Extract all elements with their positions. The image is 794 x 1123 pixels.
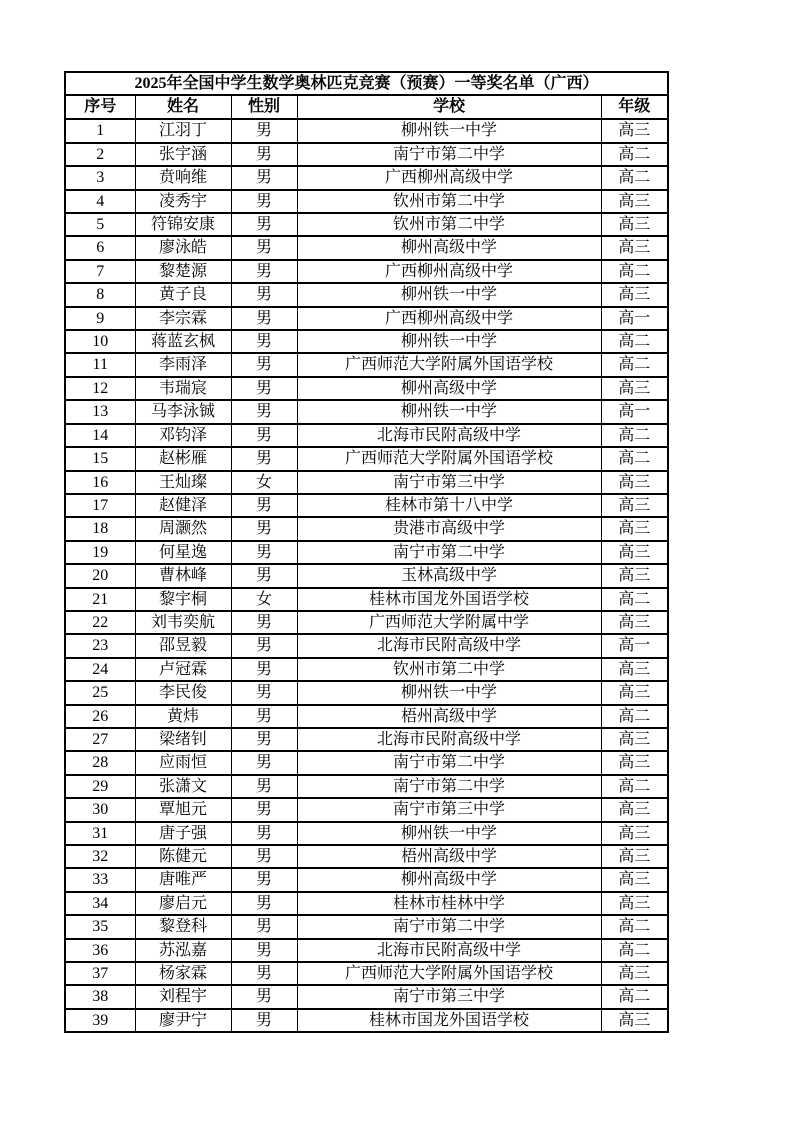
school-cell: 北海市民附高级中学 <box>297 424 601 447</box>
name-cell: 覃旭元 <box>135 798 231 821</box>
table-row <box>65 213 668 236</box>
no-cell: 12 <box>65 377 135 400</box>
school-cell: 桂林市国龙外国语学校 <box>297 1009 601 1032</box>
no-cell: 24 <box>65 658 135 681</box>
name-cell: 张宇涵 <box>135 143 231 166</box>
no-cell: 26 <box>65 705 135 728</box>
table-row <box>65 447 668 470</box>
table-row <box>65 705 668 728</box>
name-cell: 韦瑞宸 <box>135 377 231 400</box>
title-row <box>65 72 668 95</box>
gender-cell: 男 <box>231 353 297 376</box>
table-row <box>65 1009 668 1032</box>
no-cell: 7 <box>65 260 135 283</box>
name-cell: 廖启元 <box>135 892 231 915</box>
school-cell: 北海市民附高级中学 <box>297 939 601 962</box>
school-cell: 桂林市国龙外国语学校 <box>297 588 601 611</box>
name-cell: 符锦安康 <box>135 213 231 236</box>
name-cell: 江羽丁 <box>135 119 231 142</box>
no-cell: 16 <box>65 471 135 494</box>
no-cell: 21 <box>65 588 135 611</box>
no-cell: 34 <box>65 892 135 915</box>
table-row <box>65 634 668 657</box>
no-cell: 30 <box>65 798 135 821</box>
gender-cell: 女 <box>231 471 297 494</box>
grade-cell: 高三 <box>601 494 668 517</box>
table-row <box>65 564 668 587</box>
no-cell: 1 <box>65 119 135 142</box>
name-cell: 黄炜 <box>135 705 231 728</box>
school-cell: 钦州市第二中学 <box>297 190 601 213</box>
gender-cell: 男 <box>231 517 297 540</box>
gender-cell: 男 <box>231 213 297 236</box>
gender-cell: 男 <box>231 658 297 681</box>
name-cell: 邵昱毅 <box>135 634 231 657</box>
school-cell: 柳州高级中学 <box>297 236 601 259</box>
grade-cell: 高三 <box>601 1009 668 1032</box>
school-cell: 钦州市第二中学 <box>297 658 601 681</box>
school-cell: 南宁市第二中学 <box>297 751 601 774</box>
no-cell: 18 <box>65 517 135 540</box>
name-cell: 苏泓嘉 <box>135 939 231 962</box>
header-grade: 年级 <box>601 95 668 119</box>
table-title: 2025年全国中学生数学奥林匹克竞赛（预赛）一等奖名单（广西） <box>65 72 668 95</box>
name-cell: 唐唯严 <box>135 868 231 891</box>
no-cell: 13 <box>65 400 135 423</box>
gender-cell: 男 <box>231 751 297 774</box>
grade-cell: 高三 <box>601 892 668 915</box>
grade-cell: 高三 <box>601 471 668 494</box>
grade-cell: 高三 <box>601 377 668 400</box>
gender-cell: 男 <box>231 868 297 891</box>
table-row <box>65 588 668 611</box>
name-cell: 李民俊 <box>135 681 231 704</box>
grade-cell: 高三 <box>601 681 668 704</box>
school-cell: 柳州铁一中学 <box>297 822 601 845</box>
name-cell: 马李泳铖 <box>135 400 231 423</box>
school-cell: 桂林市第十八中学 <box>297 494 601 517</box>
gender-cell: 男 <box>231 892 297 915</box>
table-row <box>65 283 668 306</box>
school-cell: 柳州铁一中学 <box>297 681 601 704</box>
no-cell: 23 <box>65 634 135 657</box>
table-row <box>65 611 668 634</box>
gender-cell: 男 <box>231 939 297 962</box>
name-cell: 蒋蓝玄枫 <box>135 330 231 353</box>
gender-cell: 男 <box>231 283 297 306</box>
no-cell: 37 <box>65 962 135 985</box>
no-cell: 15 <box>65 447 135 470</box>
grade-cell: 高二 <box>601 330 668 353</box>
school-cell: 玉林高级中学 <box>297 564 601 587</box>
table-row <box>65 775 668 798</box>
name-cell: 李宗霖 <box>135 307 231 330</box>
header-gender: 性别 <box>231 95 297 119</box>
gender-cell: 男 <box>231 447 297 470</box>
no-cell: 9 <box>65 307 135 330</box>
school-cell: 南宁市第三中学 <box>297 798 601 821</box>
school-cell: 柳州铁一中学 <box>297 119 601 142</box>
table-row <box>65 307 668 330</box>
name-cell: 赵彬雁 <box>135 447 231 470</box>
header-name: 姓名 <box>135 95 231 119</box>
name-cell: 应雨恒 <box>135 751 231 774</box>
no-cell: 28 <box>65 751 135 774</box>
school-cell: 柳州铁一中学 <box>297 330 601 353</box>
name-cell: 廖尹宁 <box>135 1009 231 1032</box>
table-row <box>65 798 668 821</box>
table-row <box>65 939 668 962</box>
name-cell: 赵健泽 <box>135 494 231 517</box>
name-cell: 刘韦奕航 <box>135 611 231 634</box>
table-row <box>65 377 668 400</box>
gender-cell: 男 <box>231 775 297 798</box>
table-row <box>65 892 668 915</box>
school-cell: 广西师范大学附属外国语学校 <box>297 447 601 470</box>
grade-cell: 高二 <box>601 447 668 470</box>
grade-cell: 高三 <box>601 868 668 891</box>
grade-cell: 高三 <box>601 517 668 540</box>
school-cell: 南宁市第三中学 <box>297 985 601 1008</box>
school-cell: 南宁市第三中学 <box>297 471 601 494</box>
table-row <box>65 517 668 540</box>
school-cell: 南宁市第二中学 <box>297 915 601 938</box>
school-cell: 北海市民附高级中学 <box>297 728 601 751</box>
grade-cell: 高三 <box>601 822 668 845</box>
gender-cell: 男 <box>231 190 297 213</box>
header-serial: 序号 <box>65 95 135 119</box>
gender-cell: 男 <box>231 564 297 587</box>
grade-cell: 高二 <box>601 143 668 166</box>
no-cell: 31 <box>65 822 135 845</box>
no-cell: 14 <box>65 424 135 447</box>
table-row <box>65 143 668 166</box>
grade-cell: 高三 <box>601 236 668 259</box>
table-row <box>65 400 668 423</box>
no-cell: 17 <box>65 494 135 517</box>
grade-cell: 高三 <box>601 611 668 634</box>
school-cell: 柳州高级中学 <box>297 377 601 400</box>
name-cell: 凌秀宇 <box>135 190 231 213</box>
gender-cell: 男 <box>231 611 297 634</box>
award-winners-table <box>64 71 669 1033</box>
name-cell: 李雨泽 <box>135 353 231 376</box>
table-row <box>65 260 668 283</box>
no-cell: 29 <box>65 775 135 798</box>
name-cell: 陈健元 <box>135 845 231 868</box>
grade-cell: 高三 <box>601 798 668 821</box>
table-body <box>65 119 668 1032</box>
grade-cell: 高二 <box>601 705 668 728</box>
no-cell: 4 <box>65 190 135 213</box>
table-row <box>65 330 668 353</box>
table-row <box>65 166 668 189</box>
grade-cell: 高三 <box>601 283 668 306</box>
grade-cell: 高二 <box>601 588 668 611</box>
table-row <box>65 424 668 447</box>
school-cell: 梧州高级中学 <box>297 845 601 868</box>
grade-cell: 高三 <box>601 119 668 142</box>
no-cell: 8 <box>65 283 135 306</box>
no-cell: 3 <box>65 166 135 189</box>
grade-cell: 高二 <box>601 424 668 447</box>
table-row <box>65 822 668 845</box>
school-cell: 北海市民附高级中学 <box>297 634 601 657</box>
header-row <box>65 95 668 119</box>
no-cell: 22 <box>65 611 135 634</box>
school-cell: 柳州铁一中学 <box>297 283 601 306</box>
school-cell: 广西柳州高级中学 <box>297 260 601 283</box>
gender-cell: 男 <box>231 798 297 821</box>
no-cell: 39 <box>65 1009 135 1032</box>
grade-cell: 高一 <box>601 634 668 657</box>
gender-cell: 男 <box>231 400 297 423</box>
table-row <box>65 751 668 774</box>
gender-cell: 男 <box>231 330 297 353</box>
no-cell: 20 <box>65 564 135 587</box>
grade-cell: 高三 <box>601 213 668 236</box>
gender-cell: 男 <box>231 634 297 657</box>
gender-cell: 男 <box>231 424 297 447</box>
gender-cell: 男 <box>231 728 297 751</box>
no-cell: 33 <box>65 868 135 891</box>
no-cell: 2 <box>65 143 135 166</box>
name-cell: 邓钧泽 <box>135 424 231 447</box>
table-row <box>65 658 668 681</box>
name-cell: 卢冠霖 <box>135 658 231 681</box>
table-row <box>65 353 668 376</box>
no-cell: 35 <box>65 915 135 938</box>
table-row <box>65 962 668 985</box>
table-row <box>65 471 668 494</box>
grade-cell: 高三 <box>601 728 668 751</box>
grade-cell: 高二 <box>601 775 668 798</box>
gender-cell: 男 <box>231 962 297 985</box>
table-row <box>65 845 668 868</box>
gender-cell: 男 <box>231 377 297 400</box>
gender-cell: 男 <box>231 845 297 868</box>
gender-cell: 男 <box>231 705 297 728</box>
table-row <box>65 681 668 704</box>
school-cell: 柳州铁一中学 <box>297 400 601 423</box>
school-cell: 广西师范大学附属中学 <box>297 611 601 634</box>
no-cell: 38 <box>65 985 135 1008</box>
table-row <box>65 915 668 938</box>
name-cell: 曹林峰 <box>135 564 231 587</box>
school-cell: 广西师范大学附属外国语学校 <box>297 962 601 985</box>
name-cell: 黄子良 <box>135 283 231 306</box>
table-row <box>65 541 668 564</box>
table-row <box>65 119 668 142</box>
gender-cell: 男 <box>231 822 297 845</box>
gender-cell: 男 <box>231 143 297 166</box>
no-cell: 19 <box>65 541 135 564</box>
name-cell: 周灏然 <box>135 517 231 540</box>
table-row <box>65 494 668 517</box>
no-cell: 5 <box>65 213 135 236</box>
gender-cell: 男 <box>231 985 297 1008</box>
name-cell: 张潇文 <box>135 775 231 798</box>
name-cell: 刘程宇 <box>135 985 231 1008</box>
school-cell: 广西柳州高级中学 <box>297 166 601 189</box>
no-cell: 27 <box>65 728 135 751</box>
table-row <box>65 728 668 751</box>
table-row <box>65 236 668 259</box>
name-cell: 梁绪钊 <box>135 728 231 751</box>
school-cell: 南宁市第二中学 <box>297 541 601 564</box>
no-cell: 25 <box>65 681 135 704</box>
grade-cell: 高三 <box>601 751 668 774</box>
gender-cell: 男 <box>231 307 297 330</box>
gender-cell: 男 <box>231 494 297 517</box>
no-cell: 11 <box>65 353 135 376</box>
name-cell: 王灿璨 <box>135 471 231 494</box>
table-row <box>65 868 668 891</box>
gender-cell: 男 <box>231 915 297 938</box>
name-cell: 黎宇桐 <box>135 588 231 611</box>
school-cell: 广西柳州高级中学 <box>297 307 601 330</box>
grade-cell: 高三 <box>601 564 668 587</box>
school-cell: 梧州高级中学 <box>297 705 601 728</box>
name-cell: 唐子强 <box>135 822 231 845</box>
gender-cell: 男 <box>231 681 297 704</box>
gender-cell: 女 <box>231 588 297 611</box>
no-cell: 32 <box>65 845 135 868</box>
grade-cell: 高三 <box>601 658 668 681</box>
grade-cell: 高二 <box>601 985 668 1008</box>
no-cell: 6 <box>65 236 135 259</box>
name-cell: 贲响维 <box>135 166 231 189</box>
gender-cell: 男 <box>231 119 297 142</box>
school-cell: 广西师范大学附属外国语学校 <box>297 353 601 376</box>
grade-cell: 高二 <box>601 260 668 283</box>
table-row <box>65 985 668 1008</box>
grade-cell: 高三 <box>601 845 668 868</box>
header-school: 学校 <box>297 95 601 119</box>
gender-cell: 男 <box>231 166 297 189</box>
gender-cell: 男 <box>231 260 297 283</box>
grade-cell: 高二 <box>601 939 668 962</box>
grade-cell: 高三 <box>601 190 668 213</box>
name-cell: 廖泳皓 <box>135 236 231 259</box>
grade-cell: 高二 <box>601 353 668 376</box>
grade-cell: 高一 <box>601 307 668 330</box>
name-cell: 杨家霖 <box>135 962 231 985</box>
name-cell: 何星逸 <box>135 541 231 564</box>
grade-cell: 高二 <box>601 166 668 189</box>
gender-cell: 男 <box>231 541 297 564</box>
grade-cell: 高二 <box>601 915 668 938</box>
school-cell: 南宁市第二中学 <box>297 775 601 798</box>
school-cell: 桂林市桂林中学 <box>297 892 601 915</box>
gender-cell: 男 <box>231 1009 297 1032</box>
gender-cell: 男 <box>231 236 297 259</box>
name-cell: 黎楚源 <box>135 260 231 283</box>
name-cell: 黎登科 <box>135 915 231 938</box>
grade-cell: 高一 <box>601 400 668 423</box>
school-cell: 钦州市第二中学 <box>297 213 601 236</box>
school-cell: 贵港市高级中学 <box>297 517 601 540</box>
school-cell: 南宁市第二中学 <box>297 143 601 166</box>
table-row <box>65 190 668 213</box>
grade-cell: 高三 <box>601 962 668 985</box>
no-cell: 10 <box>65 330 135 353</box>
school-cell: 柳州高级中学 <box>297 868 601 891</box>
grade-cell: 高三 <box>601 541 668 564</box>
no-cell: 36 <box>65 939 135 962</box>
